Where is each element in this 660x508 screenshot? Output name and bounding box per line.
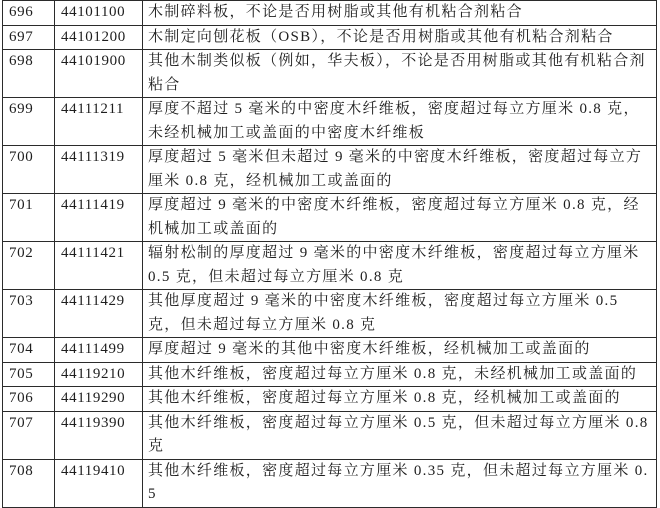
table-row [3, 194, 657, 242]
row-number: 702 [3, 242, 55, 290]
table-row [3, 362, 657, 387]
tariff-table-container [2, 0, 656, 508]
table-row [3, 338, 657, 363]
row-number: 708 [3, 459, 55, 507]
hs-code: 44111419 [55, 194, 143, 242]
row-number: 697 [3, 25, 55, 50]
description: 其他木纤维板，密度超过每立方厘米 0.35 克，但未超过每立方厘米 0.5 [143, 459, 657, 507]
table-row [3, 1, 657, 26]
hs-code: 44119390 [55, 411, 143, 459]
description: 辐射松制的厚度超过 9 毫米的中密度木纤维板，密度超过每立方厘米 0.5 克，但未超过每立方厘米 0.8 克 [143, 242, 657, 290]
table-row [3, 387, 657, 412]
hs-code: 44101200 [55, 25, 143, 50]
description: 厚度不超过 5 毫米的中密度木纤维板，密度超过每立方厘米 0.8 克，未经机械加工或盖面的中密度木纤维板 [143, 98, 657, 146]
table-row [3, 98, 657, 146]
tariff-table [2, 0, 657, 508]
table-row [3, 459, 657, 507]
table-row [3, 290, 657, 338]
hs-code: 44119290 [55, 387, 143, 412]
description: 厚度超过 9 毫米的中密度木纤维板，密度超过每立方厘米 0.8 克，经机械加工或盖面的 [143, 194, 657, 242]
description: 厚度超过 5 毫米但未超过 9 毫米的中密度木纤维板，密度超过每立方厘米 0.8 克，经机械加工或盖面的 [143, 146, 657, 194]
description: 其他木制类似板（例如，华夫板），不论是否用树脂或其他有机粘合剂粘合 [143, 50, 657, 98]
table-row [3, 411, 657, 459]
description: 其他木纤维板，密度超过每立方厘米 0.5 克，但未超过每立方厘米 0.8 克 [143, 411, 657, 459]
row-number: 704 [3, 338, 55, 363]
row-number: 698 [3, 50, 55, 98]
hs-code: 44101900 [55, 50, 143, 98]
hs-code: 44111499 [55, 338, 143, 363]
table-row [3, 50, 657, 98]
row-number: 707 [3, 411, 55, 459]
table-row [3, 146, 657, 194]
hs-code: 44111211 [55, 98, 143, 146]
description: 其他厚度超过 9 毫米的中密度木纤维板，密度超过每立方厘米 0.5 克，但未超过每立方厘米 0.8 克 [143, 290, 657, 338]
row-number: 705 [3, 362, 55, 387]
row-number: 699 [3, 98, 55, 146]
hs-code: 44111319 [55, 146, 143, 194]
hs-code: 44101100 [55, 1, 143, 26]
hs-code: 44111421 [55, 242, 143, 290]
row-number: 703 [3, 290, 55, 338]
description: 其他木纤维板，密度超过每立方厘米 0.8 克，未经机械加工或盖面的 [143, 362, 657, 387]
description: 其他木纤维板，密度超过每立方厘米 0.8 克，经机械加工或盖面的 [143, 387, 657, 412]
row-number: 700 [3, 146, 55, 194]
hs-code: 44111429 [55, 290, 143, 338]
description: 木制碎料板，不论是否用树脂或其他有机粘合剂粘合 [143, 1, 657, 26]
hs-code: 44119210 [55, 362, 143, 387]
row-number: 701 [3, 194, 55, 242]
table-row [3, 242, 657, 290]
row-number: 706 [3, 387, 55, 412]
row-number: 696 [3, 1, 55, 26]
table-row [3, 25, 657, 50]
hs-code: 44119410 [55, 459, 143, 507]
description: 木制定向刨花板（OSB），不论是否用树脂或其他有机粘合剂粘合 [143, 25, 657, 50]
description: 厚度超过 9 毫米的其他中密度木纤维板，经机械加工或盖面的 [143, 338, 657, 363]
